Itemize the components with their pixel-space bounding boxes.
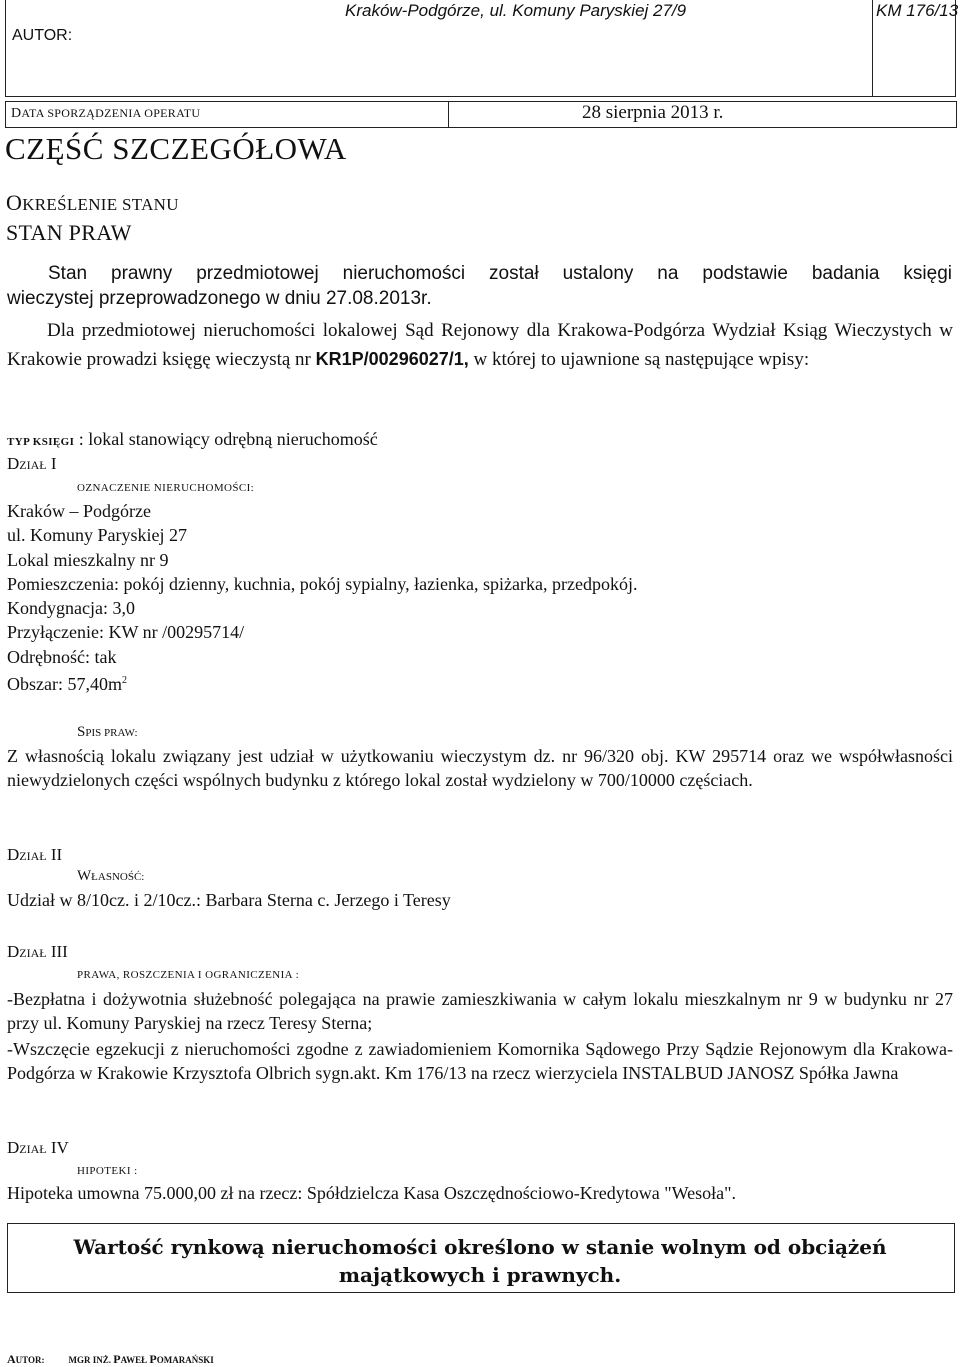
section-title-rest: KREŚLENIE STANU [22,195,179,214]
ownership-text: Udział w 8/10cz. i 2/10cz.: Barbara Sterna c. Jerzego i Teresy [7,890,451,910]
property-area [7,669,953,696]
footer-name-initial: P [113,1352,121,1366]
property-area-sup: 2 [121,675,127,687]
property-line-3: Lokal mieszkalny nr 9 [7,549,169,570]
rights-list-initial: S [77,724,86,740]
ownership-rest: ŁASNOŚĆ: [91,871,145,883]
header-author-label: AUTOR: [12,27,73,44]
encumbrance-1: -Bezpłatna i dożywotnia służebność polegająca na prawie zamieszkiwania w całym lokalu mieszkalnym nr 9 w budynku nr 27 przy ul. Komuny Paryskiej na rzecz Teresy Sterna; [7,989,953,1033]
property-line-6: Przyłączenie: KW nr /00295714/ [7,622,245,643]
page-title: CZĘŚĆ SZCZEGÓŁOWA [5,131,347,166]
footer-surname-initial: P [149,1352,157,1366]
section-dzial-3 [7,940,68,965]
paragraph-1-line-2: wieczystej przeprowadzonego w dniu 27.08.2013r. [7,288,432,309]
property-line-4: Pomieszczenia: pokój dzienny, kuchnia, pokój sypialny, łazienka, spiżarka, przedpokój. [7,573,638,594]
property-line-1: Kraków – Podgórze [7,501,151,521]
register-type-value: lokal stanowiący odrębną nieruchomość [88,429,378,449]
section-title [6,190,179,216]
dzial-2-subtitle [77,868,144,885]
footer-author-rest: UTOR: [15,1355,45,1365]
encumbrance-2: -Wszczęcie egzekucji z nieruchomości zgodne z zawiadomieniem Komornika Sądowego Przy Sądzie Rejonowym dla Krakowa-Podgórza w Krakowie Krzysztofa Olbrich sygn.akt. Km 176/13 na rzecz wierzyciela INSTALBUD JANOSZ Spółka Jawna [7,1039,953,1083]
dzial-1-subtitle: OZNACZENIE NIERUCHOMOŚCI: [77,482,255,494]
final-statement-text: Wartość rynkową nieruchomości określono w stanie wolnym od obciążeń majątkowych i prawnych. [73,1235,887,1287]
register-type-sep: : [74,429,89,449]
mortgage-text: Hipoteka umowna 75.000,00 zł na rzecz: Spółdzielcza Kasa Oszczędnościowo-Kredytowa "Wesoła". [7,1183,736,1203]
rights-list-text: Z własnością lokalu związany jest udział w użytkowaniu wieczystym dz. nr 96/320 obj. KW 295714 oraz we współwłasności niewydzielonych części wspólnych budynku z którego lokal został wydzielony w 700/10000 częściach. [7,746,953,790]
date-label-initial: D [11,106,22,121]
paragraph-2-text: Dla przedmiotowej nieruchomości lokalowej Sąd Rejonowy dla Krakowa-Podgórza Wydział Ksiąg Wieczystych w Krakowie prowadzi księgę wieczystą nr [7,320,953,370]
date-row-divider [448,101,449,128]
dzial-4-initial: D [7,1138,20,1157]
dzial-3-initial: D [7,942,20,961]
date-value: 28 sierpnia 2013 r. [582,102,724,123]
footer-author-initial: A [7,1352,16,1366]
section-dzial-1 [7,452,57,477]
header-address: Kraków-Podgórze, ul. Komuny Paryskiej 27/9 [345,1,687,20]
footer-author [7,1352,214,1367]
section-title-initial: O [6,190,23,215]
dzial-4-number: IV [46,1138,69,1157]
register-type-row [7,427,378,454]
paragraph-2-tail: w której to ujawnione są następujące wpisy: [468,349,810,370]
property-line-5: Kondygnacja: 3,0 [7,598,135,619]
footer-name-rest: AWEŁ [120,1355,150,1365]
property-area-label: Obszar: 57,40m [7,674,122,695]
dzial-3-number: III [46,942,68,961]
property-description [7,499,953,696]
dzial-1-initial: D [7,454,20,473]
footer-surname-rest: OMARAŃSKI [156,1355,214,1365]
dzial-2-initial: D [7,845,20,864]
land-register-number: KR1P/00296027/1, [315,349,469,369]
dzial-2-rest: ZIAŁ [19,849,47,863]
section-dzial-2 [7,843,62,868]
subsection-title: STAN PRAW [6,220,132,245]
dzial-4-subtitle: HIPOTEKI : [77,1165,138,1177]
paragraph-2 [7,317,953,374]
dzial-3-rest: ZIAŁ [19,946,47,960]
final-statement [7,1233,953,1289]
dzial-1-number: I [46,454,57,473]
dzial-4-rest: ZIAŁ [19,1142,47,1156]
ownership-initial: W [77,868,92,884]
paragraph-1-line-1: Stan prawny przedmiotowej nieruchomości został ustalony na podstawie badania księgi [48,263,952,284]
date-label-rest: ATA SPORZĄDZENIA OPERATU [21,106,201,120]
footer-title: MGR INŻ. [68,1355,114,1365]
section-dzial-4 [7,1136,69,1161]
dzial-2-number: II [46,845,63,864]
property-line-7: Odrębność: tak [7,646,117,667]
property-line-2: ul. Komuny Paryskiej 27 [7,525,187,546]
dzial-3-subtitle: PRAWA, ROSZCZENIA I OGRANICZENIA : [77,969,300,981]
register-type-label: TYP KSIĘGI [7,436,75,448]
rights-list-rest: PIS PRAW: [85,727,138,739]
rights-list-title [77,724,138,741]
header-case-number: KM 176/13 [876,1,959,20]
date-label [11,106,200,122]
dzial-1-rest: ZIAŁ [19,458,47,472]
